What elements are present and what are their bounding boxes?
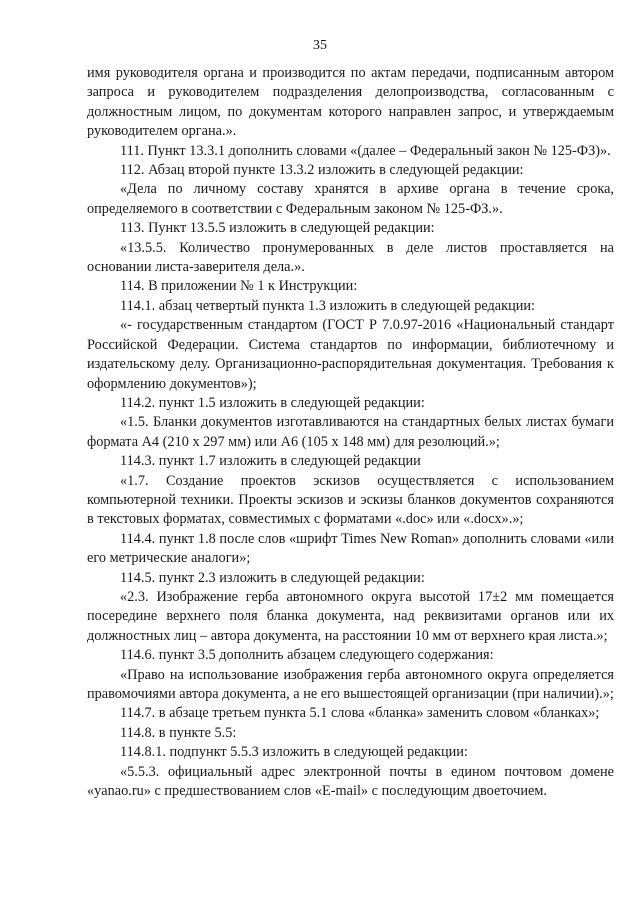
paragraph: 114. В приложении № 1 к Инструкции: <box>120 278 358 295</box>
paragraph: 114.4. пункт 1.8 после слов «шрифт Times New Roman» дополнить словами «или его метрические аналоги»; <box>87 530 614 567</box>
document-body <box>87 64 614 801</box>
paragraph: 114.2. пункт 1.5 изложить в следующей редакции: <box>120 394 425 411</box>
paragraph: «2.3. Изображение герба автономного округа высотой 17±2 мм помещается посередине верхнего поля бланка документа, над реквизитами органов или их должностных лиц – автора документа, на расстоянии 10 мм от верхнего края листа.»; <box>87 588 614 644</box>
paragraph: 114.3. пункт 1.7 изложить в следующей редакции <box>120 453 421 470</box>
paragraph: 114.1. абзац четвертый пункта 1.3 изложить в следующей редакции: <box>120 297 535 314</box>
paragraph: «5.5.3. официальный адрес электронной почты в едином почтовом домене «yanao.ru» с предшествованием слов «E-mail» с последующим двоеточием. <box>87 763 614 800</box>
paragraph: имя руководителя органа и производится по актам передачи, подписанным автором запроса и руководителем подразделения делопроизводства, согласованным с должностным лицом, по документам которого направлен запрос, и утверждаемым руководителем органа.». <box>87 65 614 140</box>
paragraph: «Право на использование изображения герба автономного округа определяется правомочиями автора документа, а не его вышестоящей организации (при наличии).»; <box>87 666 614 702</box>
paragraph: 112. Абзац второй пункте 13.3.2 изложить в следующей редакции: <box>120 162 524 179</box>
paragraph: 114.6. пункт 3.5 дополнить абзацем следующего содержания: <box>120 647 494 664</box>
paragraph: 114.8. в пункте 5.5: <box>120 724 237 741</box>
paragraph: 114.7. в абзаце третьем пункта 5.1 слова «бланка» заменить словом «бланках»; <box>120 705 600 722</box>
paragraph: «- государственным стандартом (ГОСТ Р 7.0.97-2016 «Национальный стандарт Российской Федерации. Система стандартов по информации, библиотечному и издательскому делу. Организационно-распорядительная документация. Требования к оформлению документов»); <box>87 317 614 392</box>
paragraph: «13.5.5. Количество пронумерованных в деле листов проставляется на основании листа-заверителя дела.». <box>87 239 614 276</box>
paragraph: «1.5. Бланки документов изготавливаются на стандартных белых листах бумаги формата А4 (210 х 297 мм) или А6 (105 х 148 мм) для резолюций.»; <box>87 414 614 450</box>
paragraph: 114.8.1. подпункт 5.5.3 изложить в следующей редакции: <box>120 744 468 761</box>
paragraph: «Дела по личному составу хранятся в архиве органа в течение срока, определяемого в соответствии с Федеральным законом № 125-ФЗ.». <box>87 181 614 217</box>
paragraph: 113. Пункт 13.5.5 изложить в следующей редакции: <box>120 220 435 237</box>
paragraph: 114.5. пункт 2.3 изложить в следующей редакции: <box>120 569 425 586</box>
paragraph: 111. Пункт 13.3.1 дополнить словами «(далее – Федеральный закон № 125-ФЗ)». <box>120 142 611 159</box>
page-number: 35 <box>313 38 327 53</box>
paragraph: «1.7. Создание проектов эскизов осуществляется с использованием компьютерной техники. Проекты эскизов и эскизы бланков документов сохраняются в текстовых форматах, совместимых с форматами «.doc» или «.docx».»; <box>87 472 614 528</box>
